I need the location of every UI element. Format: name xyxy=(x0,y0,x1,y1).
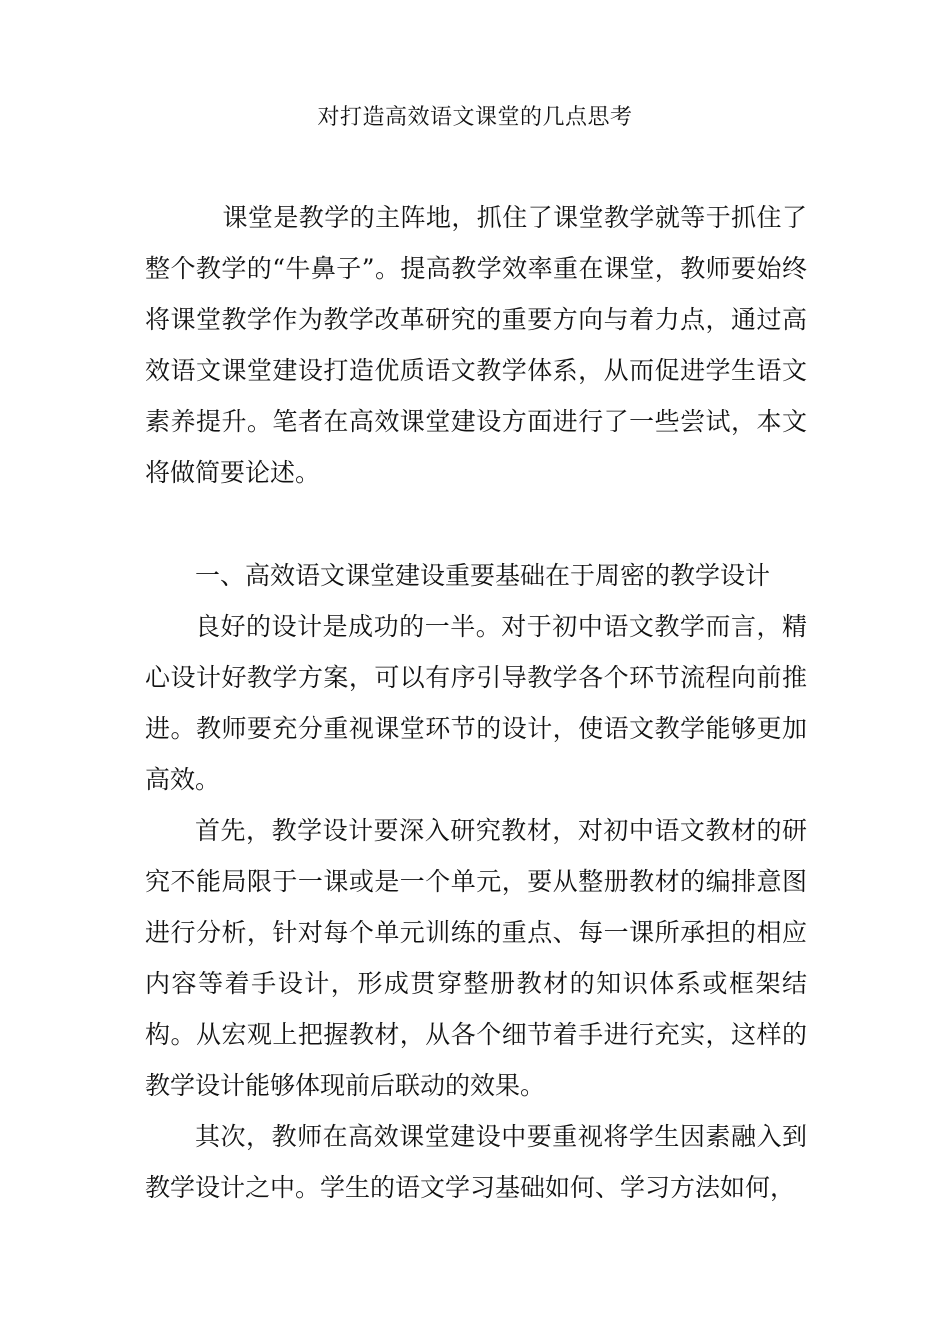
section-spacer xyxy=(145,498,807,550)
body-paragraph-3: 其次，教师在高效课堂建设中要重视将学生因素融入到教学设计之中。学生的语文学习基础如何、学习方法如何， xyxy=(145,1122,807,1202)
section-heading: 一、高效语文课堂建设重要基础在于周密的教学设计 xyxy=(195,561,771,590)
body-paragraph-2: 首先，教学设计要深入研究教材，对初中语文教材的研究不能局限于一课或是一个单元，要从整册教材的编排意图进行分析，针对每个单元训练的重点、每一课所承担的相应内容等着手设计，形成贯穿整册教材的知识体系或框架结构。从宏观上把握教材，从各个细节着手进行充实，这样的教学设计能够体现前后联动的效果。 xyxy=(145,816,807,1100)
document-title: 对打造高效语文课堂的几点思考 xyxy=(317,105,633,130)
document-body xyxy=(145,192,807,1213)
intro-paragraph: 课堂是教学的主阵地，抓住了课堂教学就等于抓住了整个教学的“牛鼻子”。提高教学效率重在课堂，教师要始终将课堂教学作为教学改革研究的重要方向与着力点，通过高效语文课堂建设打造优质语文教学体系，从而促进学生语文素养提升。笔者在高效课堂建设方面进行了一些尝试，本文将做简要论述。 xyxy=(145,203,807,487)
body-paragraph-1: 良好的设计是成功的一半。对于初中语文教学而言，精心设计好教学方案，可以有序引导教学各个环节流程向前推进。教师要充分重视课堂环节的设计，使语文教学能够更加高效。 xyxy=(145,612,807,794)
